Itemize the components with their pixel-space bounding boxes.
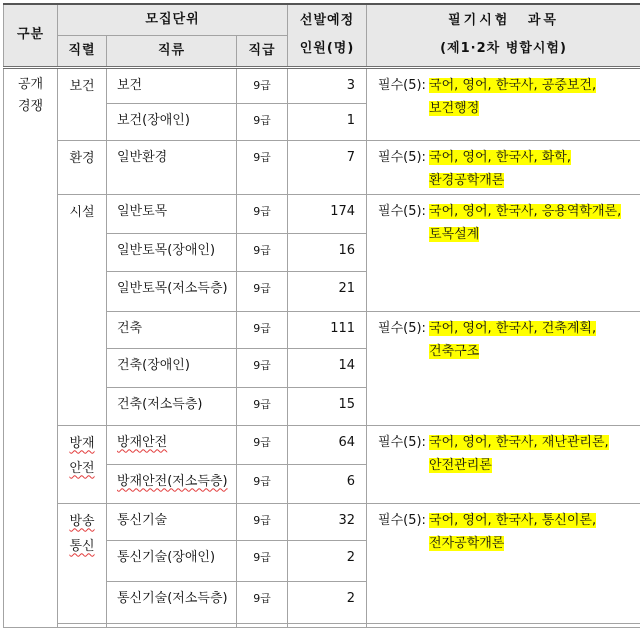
table-row [4,67,641,103]
job-series-cell [58,425,107,503]
job-class-cell [107,425,237,464]
table-row [4,503,641,540]
grade-cell: 9급 [237,464,288,503]
grade-cell: 9급 [237,194,288,233]
job-class-cell: 통신기술(장애인) [107,540,237,581]
job-class-cell: 일반토목(저소득층) [107,271,237,311]
exam-subjects-cell [367,311,640,425]
grade-cell: 9급 [237,140,288,194]
recruitment-table [3,3,640,628]
exam-subjects-cell [367,503,640,623]
exam-required-label: 필수(5): [378,320,426,336]
header-recruit-unit: 모집단위 [58,4,288,35]
job-series-label [58,534,106,559]
count-cell: 16 [288,233,367,271]
highlighted-subjects: 국어, 영어, 한국사, 통신이론, [429,512,597,528]
job-series-cell [58,503,107,623]
grade-cell: 9급 [237,233,288,271]
job-class-cell: 건축 [107,311,237,348]
highlighted-subjects: 환경공학개론 [429,172,505,188]
job-class-cell: 통신기술(저소득층) [107,581,237,623]
exam-subjects-cell [367,140,640,194]
count-cell: 14 [288,348,367,387]
job-series-cell [58,623,107,627]
header-planned-count [288,4,367,67]
exam-subject-lines [429,431,640,477]
job-series-label: 시설 [69,204,95,220]
exam-subject-line [429,223,640,246]
exam-subjects [378,146,640,192]
count-cell: 2 [288,581,367,623]
header-exam-subjects-line1: 필기시험 과목 [448,13,559,29]
count-cell: 111 [288,311,367,348]
count-cell: 3 [288,67,367,103]
exam-subject-line [429,146,640,169]
exam-subject-lines [429,200,640,246]
grade-cell: 9급 [237,425,288,464]
exam-subject-line [429,509,640,532]
job-series-text: 통신 [69,538,95,554]
job-series-label: 환경 [69,150,95,166]
exam-subjects [378,200,640,246]
highlighted-subjects: 토목설계 [429,226,480,242]
highlighted-subjects: 건축구조 [429,343,480,359]
highlighted-subjects: 국어, 영어, 한국사, 건축계획, [429,320,597,336]
exam-subject-lines [429,74,640,120]
highlighted-subjects: 보건행정 [429,100,480,116]
grade-cell [237,623,288,627]
table-row [4,425,641,464]
category-line: 경쟁 [17,98,44,114]
header-job-class: 직류 [107,35,237,67]
count-cell: 6 [288,464,367,503]
job-series-cell [58,194,107,425]
header-planned-count-line2: 인원(명) [299,41,355,57]
table-row [4,194,641,233]
highlighted-subjects: 국어, 영어, 한국사, 재난관리론, [429,434,609,450]
exam-subjects [378,431,640,477]
job-class-cell: 일반토목(장애인) [107,233,237,271]
header-job-series: 직렬 [58,35,107,67]
header-planned-count-line1: 선발예정 [299,13,355,29]
job-series-label [58,509,106,534]
grade-cell: 9급 [237,348,288,387]
job-class-cell: 통신기술 [107,503,237,540]
exam-required-label: 필수(5): [378,434,426,450]
exam-subject-line [429,340,640,363]
exam-subject-lines [429,146,640,192]
highlighted-subjects: 국어, 영어, 한국사, 화학, [429,149,571,165]
job-series-text: 방송 [69,513,95,529]
grade-cell: 9급 [237,503,288,540]
exam-subject-line [429,532,640,555]
grade-cell: 9급 [237,540,288,581]
job-class-cell: 일반환경 [107,140,237,194]
exam-subject-line [429,317,640,340]
job-series-label [58,431,106,456]
exam-subjects [378,317,640,363]
job-class-cell [107,623,237,627]
exam-required-label: 필수(5): [378,77,426,93]
exam-subject-line [429,74,640,97]
grade-cell: 9급 [237,387,288,425]
exam-subjects [378,74,640,120]
header-exam-subjects-line2: (제1·2차 병합시험) [440,41,567,57]
highlighted-subjects: 국어, 영어, 한국사, 공중보건, [429,77,597,93]
grade-cell: 9급 [237,103,288,140]
count-cell: 64 [288,425,367,464]
highlighted-subjects: 전자공학개론 [429,535,505,551]
header-exam-subjects [367,4,640,67]
highlighted-subjects: 국어, 영어, 한국사, 응용역학개론, [429,203,622,219]
table-row [4,140,641,194]
grade-cell: 9급 [237,67,288,103]
job-series-label [58,456,106,481]
count-cell: 7 [288,140,367,194]
job-series-cell [58,67,107,140]
exam-subject-line [429,454,640,477]
job-series-text: 방재 [69,435,95,451]
grade-cell: 9급 [237,271,288,311]
recruitment-table-container [3,3,640,628]
count-cell: 2 [288,540,367,581]
job-series-cell [58,140,107,194]
header-category: 구분 [4,4,58,67]
count-cell: 174 [288,194,367,233]
job-series-text: 안전 [69,460,95,476]
exam-required-label: 필수(5): [378,512,426,528]
job-class-text: 방재안전(저소득층) [117,473,228,489]
header-grade: 직급 [237,35,288,67]
exam-subjects-cell [367,623,640,627]
exam-subject-line [429,200,640,223]
exam-subjects [378,509,640,555]
job-series-label: 보건 [69,78,95,94]
job-class-cell: 건축(저소득층) [107,387,237,425]
exam-subject-line [429,431,640,454]
exam-required-label: 필수(5): [378,203,426,219]
grade-cell: 9급 [237,581,288,623]
job-class-cell: 보건 [107,67,237,103]
exam-subjects-cell [367,194,640,311]
job-class-text: 방재안전 [117,434,168,450]
exam-required-label: 필수(5): [378,149,426,165]
grade-cell: 9급 [237,311,288,348]
category-line: 공개 [17,76,44,92]
count-cell [288,623,367,627]
table-row-continued [4,623,641,627]
header-row [4,4,641,35]
count-cell: 21 [288,271,367,311]
exam-subjects-cell [367,67,640,140]
count-cell: 1 [288,103,367,140]
count-cell: 15 [288,387,367,425]
category-cell [4,67,58,627]
job-class-cell [107,464,237,503]
exam-subjects-cell [367,425,640,503]
job-class-cell: 건축(장애인) [107,348,237,387]
job-class-cell: 보건(장애인) [107,103,237,140]
exam-subject-lines [429,509,640,555]
exam-subject-line [429,97,640,120]
job-class-cell: 일반토목 [107,194,237,233]
exam-subject-line [429,169,640,192]
count-cell: 32 [288,503,367,540]
highlighted-subjects: 안전관리론 [429,457,492,473]
exam-subject-lines [429,317,640,363]
